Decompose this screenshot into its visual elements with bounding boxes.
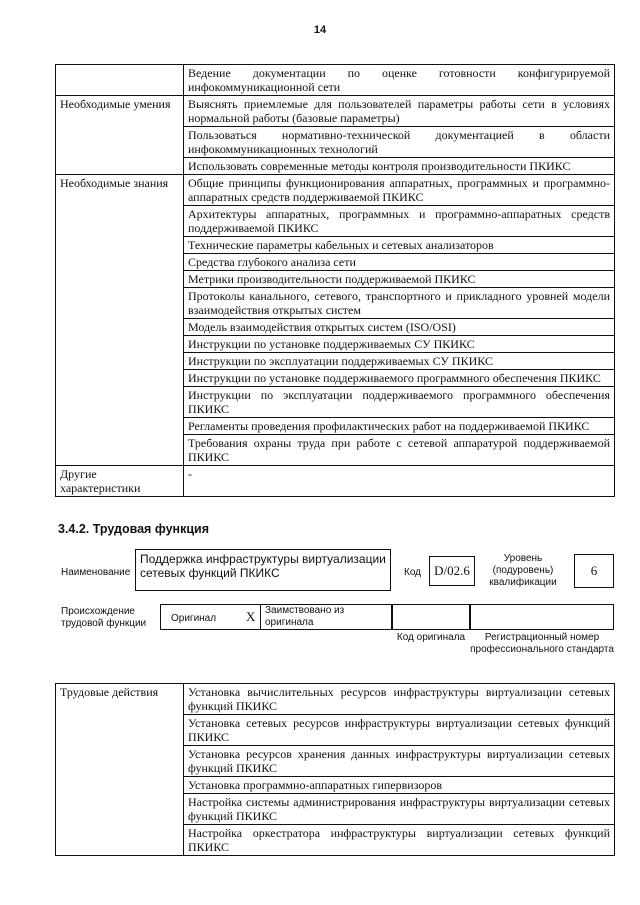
- table-cell: Использовать современные методы контроля производительности ПКИКС: [184, 158, 615, 175]
- name-label: Наименование: [61, 567, 131, 578]
- row-group-header: Необходимые знания: [56, 175, 184, 466]
- borrowed-cell: [261, 605, 391, 629]
- table-cell: Выяснять приемлемые для пользователей параметры работы сети в условиях нормальной работы (базовые параметры): [184, 96, 615, 127]
- section-title: 3.4.2. Трудовая функция: [58, 522, 210, 536]
- table-cell: Протоколы канального, сетевого, транспортного и прикладного уровней модели взаимодействия открытых систем: [184, 288, 615, 319]
- table-cell: Средства глубокого анализа сети: [184, 254, 615, 271]
- original-cell: [161, 605, 261, 629]
- table-cell: Инструкции по установке поддерживаемого программного обеспечения ПКИКС: [184, 370, 615, 387]
- row-group-header: Трудовые действия: [56, 684, 184, 856]
- table-cell: Установка вычислительных ресурсов инфраструктуры виртуализации сетевых функций ПКИКС: [184, 684, 615, 715]
- level-label: Уровень (подуровень) квалификации: [489, 553, 557, 588]
- table-cell: Архитектуры аппаратных, программных и программно-аппаратных средств поддерживаемой ПКИКС: [184, 206, 615, 237]
- row-group-header: [56, 65, 184, 96]
- table-cell: Общие принципы функционирования аппаратных, программных и программно-аппаратных средств поддерживаемой ПКИКС: [184, 175, 615, 206]
- table-cell: Инструкции по установке поддерживаемых СУ ПКИКС: [184, 336, 615, 353]
- original-mark: X: [246, 609, 256, 624]
- table-cell: Настройка оркестратора инфраструктуры виртуализации сетевых функций ПКИКС: [184, 825, 615, 856]
- code-original-label: Код оригинала: [396, 632, 466, 643]
- table-cell: Установка ресурсов хранения данных инфраструктуры виртуализации сетевых функций ПКИКС: [184, 746, 615, 777]
- row-group-header: Необходимые умения: [56, 96, 184, 175]
- table-row: [56, 65, 615, 96]
- row-group-header: Другие характеристики: [56, 466, 184, 497]
- competency-table: [55, 64, 615, 497]
- original-label: Оригинал: [171, 613, 217, 624]
- labor-actions-table: [55, 683, 615, 856]
- reg-number-field: [470, 604, 614, 630]
- table-cell: Технические параметры кабельных и сетевых анализаторов: [184, 237, 615, 254]
- table-cell: Требования охраны труда при работе с сетевой аппаратурой поддерживаемой ПКИКС: [184, 435, 615, 466]
- table-cell: Метрики производительности поддерживаемой ПКИКС: [184, 271, 615, 288]
- qualification-level-field: 6: [574, 554, 614, 588]
- table-cell: Установка программно-аппаратных гипервизоров: [184, 777, 615, 794]
- table-cell: Пользоваться нормативно-технической документацией в области инфокоммуникационных технологий: [184, 127, 615, 158]
- origin-box: [160, 604, 392, 630]
- origin-label: Происхождение трудовой функции: [61, 606, 147, 629]
- page-number: 14: [313, 24, 327, 36]
- code-label: Код: [404, 567, 422, 578]
- reg-number-label: Регистрационный номер профессионального стандарта: [470, 632, 614, 655]
- function-name-field: Поддержка инфраструктуры виртуализации сетевых функций ПКИКС: [135, 549, 391, 591]
- table-row: [56, 466, 615, 497]
- table-cell: Регламенты проведения профилактических работ на поддерживаемой ПКИКС: [184, 418, 615, 435]
- table-cell: Ведение документации по оценке готовности конфигурируемой инфокоммуникационной сети: [184, 65, 615, 96]
- function-code-field: D/02.6: [429, 556, 475, 586]
- table-cell: -: [184, 466, 615, 497]
- borrowed-label: Заимствовано из оригинала: [265, 605, 345, 628]
- table-row: [56, 175, 615, 206]
- table-row: [56, 96, 615, 127]
- table-cell: Настройка системы администрирования инфраструктуры виртуализации сетевых функций ПКИКС: [184, 794, 615, 825]
- table-cell: Инструкции по эксплуатации поддерживаемых СУ ПКИКС: [184, 353, 615, 370]
- table-row: [56, 684, 615, 715]
- code-original-field: [392, 604, 470, 630]
- table-cell: Установка сетевых ресурсов инфраструктуры виртуализации сетевых функций ПКИКС: [184, 715, 615, 746]
- table-cell: Инструкции по эксплуатации поддерживаемого программного обеспечения ПКИКС: [184, 387, 615, 418]
- table-cell: Модель взаимодействия открытых систем (ISO/OSI): [184, 319, 615, 336]
